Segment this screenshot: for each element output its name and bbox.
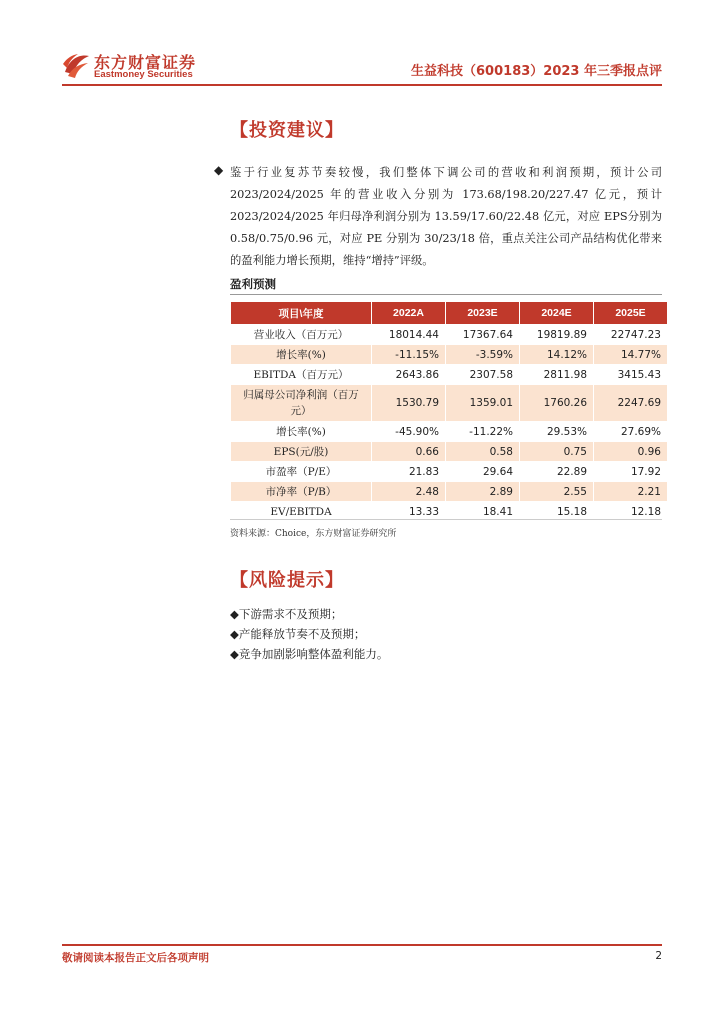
table-row — [231, 365, 667, 384]
cell-value: 1359.01 — [446, 385, 519, 421]
logo-chinese-name: 东方财富证券 — [94, 53, 197, 72]
cell-value: 0.96 — [594, 442, 667, 461]
table-row — [231, 325, 667, 344]
table-row — [231, 385, 667, 421]
footer-divider — [62, 944, 662, 946]
cell-value: 1530.79 — [372, 385, 445, 421]
table-header-row — [231, 302, 667, 324]
cell-value: 2.55 — [520, 482, 593, 501]
risk-item: ◆产能释放节奏不及预期； — [230, 627, 366, 641]
cell-value: 2.21 — [594, 482, 667, 501]
risk-heading: 【风险提示】 — [230, 570, 344, 591]
cell-value: 2.89 — [446, 482, 519, 501]
cell-value: -11.15% — [372, 345, 445, 364]
cell-value: 29.53% — [546, 425, 587, 438]
table-row — [231, 482, 667, 501]
table-title-divider — [230, 294, 662, 295]
row-label: 增长率(%) — [231, 345, 371, 364]
cell-value: 13.33 — [408, 505, 439, 518]
disclaimer-note: 敬请阅读本报告正文后各项声明 — [62, 952, 209, 964]
table-row — [231, 422, 667, 441]
table-row — [231, 442, 667, 461]
source-divider — [230, 519, 662, 520]
table-source: 资料来源：Choice，东方财富证券研究所 — [230, 529, 397, 539]
risk-list — [230, 604, 388, 664]
cell-value: -45.90% — [395, 425, 439, 438]
profit-forecast-table — [230, 301, 668, 522]
cell-value: 2811.98 — [543, 368, 587, 381]
row-label: EBITDA（百万元） — [253, 369, 349, 381]
cell-value: 2247.69 — [594, 385, 667, 421]
diamond-bullet-icon: ◆ — [214, 163, 224, 177]
header-cell-2022a: 2022A — [372, 302, 445, 324]
header-cell-2025e: 2025E — [594, 302, 667, 324]
logo-english-name: Eastmoney Securities — [94, 69, 193, 80]
cell-value: 21.83 — [408, 465, 439, 478]
header-divider — [62, 84, 662, 86]
cell-value: -3.59% — [446, 345, 519, 364]
page-number: 2 — [655, 950, 662, 962]
risk-item: ◆下游需求不及预期； — [230, 607, 343, 621]
cell-value: 2307.58 — [469, 368, 513, 381]
risk-item: ◆竞争加剧影响整体盈利能力。 — [230, 647, 389, 661]
row-label: 市盈率（P/E） — [265, 466, 337, 478]
header-cell-item: 项目\年度 — [231, 302, 371, 324]
cell-value: 2.48 — [372, 482, 445, 501]
cell-value: 18014.44 — [388, 328, 439, 341]
report-title: 生益科技（600183）2023 年三季报点评 — [411, 64, 662, 79]
row-label: EV/EBITDA — [270, 505, 332, 518]
cell-value: 14.77% — [594, 345, 667, 364]
row-label: 营业收入（百万元） — [253, 329, 349, 341]
cell-value: 22.89 — [556, 465, 587, 478]
cell-value: 27.69% — [620, 425, 661, 438]
investment-heading: 【投资建议】 — [230, 120, 344, 141]
row-label: 增长率(%) — [276, 426, 326, 438]
cell-value: 17367.64 — [462, 328, 513, 341]
eastmoney-logo-icon — [62, 50, 92, 80]
header-cell-2023e: 2023E — [446, 302, 519, 324]
cell-value: 12.18 — [630, 505, 661, 518]
cell-value: 0.75 — [520, 442, 593, 461]
cell-value: 2643.86 — [395, 368, 439, 381]
cell-value: 0.66 — [372, 442, 445, 461]
cell-value: 19819.89 — [536, 328, 587, 341]
row-label: 归属母公司净利润（百万元） — [231, 385, 371, 421]
cell-value: 22747.23 — [610, 328, 661, 341]
header-cell-2024e: 2024E — [520, 302, 593, 324]
cell-value: 14.12% — [520, 345, 593, 364]
cell-value: -11.22% — [469, 425, 513, 438]
row-label: EPS(元/股) — [231, 442, 371, 461]
cell-value: 3415.43 — [617, 368, 661, 381]
row-label: 市净率（P/B） — [231, 482, 371, 501]
table-row — [231, 345, 667, 364]
cell-value: 17.92 — [630, 465, 661, 478]
table-row — [231, 462, 667, 481]
cell-value: 18.41 — [482, 505, 513, 518]
cell-value: 29.64 — [482, 465, 513, 478]
cell-value: 1760.26 — [520, 385, 593, 421]
cell-value: 0.58 — [446, 442, 519, 461]
investment-section — [214, 162, 662, 272]
table-title: 盈利预测 — [230, 277, 276, 291]
company-logo — [62, 48, 212, 84]
cell-value: 15.18 — [556, 505, 587, 518]
investment-paragraph: 鉴于行业复苏节奏较慢，我们整体下调公司的营收和利润预期，预计公司2023/2024/2025 年的营业收入分别为 173.68/198.20/227.47 亿元，预计2023/2024/2025 年归母净利润分别为 13.59/17.60/22.48 亿元，对应 EPS分别为 0.58/0.75/0.96 元，对应 PE 分别为 30/23/18 倍，重点关注公司产品结构优化带来的盈利能力增长预期，维持“增持”评级。 — [230, 166, 662, 267]
